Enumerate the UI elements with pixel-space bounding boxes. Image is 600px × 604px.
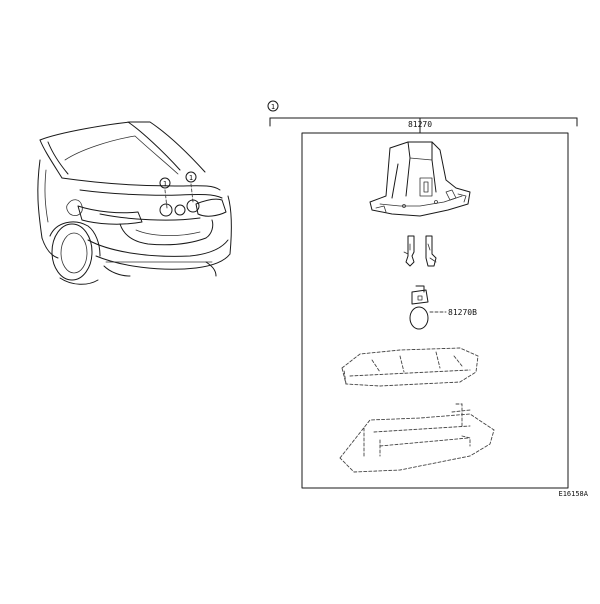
header-callout-1: [268, 101, 278, 111]
connector-clips: [404, 236, 436, 266]
lamp-base: [340, 404, 494, 472]
car-callout-1a: [160, 178, 170, 188]
drawing-code: E16158A: [558, 490, 588, 498]
car-rear-illustration: [38, 122, 231, 284]
lens-cover: [342, 348, 478, 386]
car-callout-1a-label: 1: [162, 180, 168, 188]
car-callout-1b: [186, 172, 196, 182]
lamp-housing: [370, 142, 470, 216]
header-callout-1-label: 1: [270, 103, 276, 111]
bulb-part-number: 81270B: [448, 308, 477, 317]
bulb-81270b: [410, 286, 446, 329]
car-callout-1b-label: 1: [188, 174, 194, 182]
assembly-part-number: 81270: [407, 120, 433, 129]
